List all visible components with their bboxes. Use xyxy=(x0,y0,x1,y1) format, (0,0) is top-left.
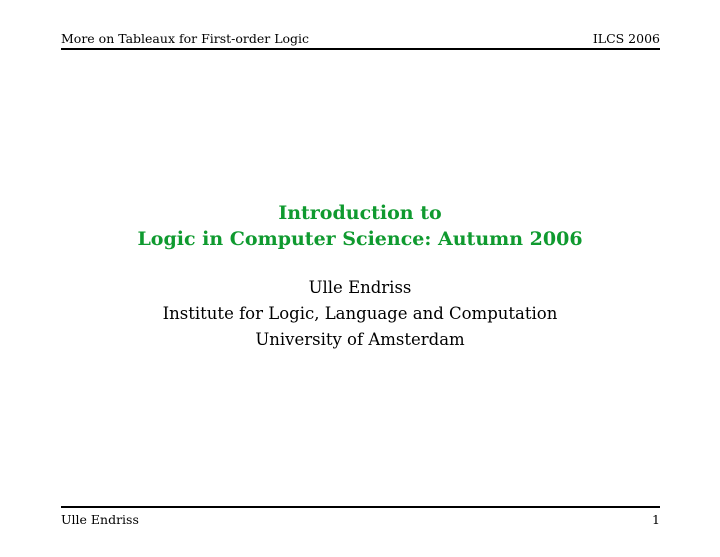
header-rule xyxy=(61,48,660,50)
header-topic: More on Tableaux for First-order Logic xyxy=(61,31,310,46)
title-line-1: Introduction to xyxy=(278,202,442,224)
footer-author: Ulle Endriss xyxy=(61,512,139,527)
title-line-2: Logic in Computer Science: Autumn 2006 xyxy=(137,228,583,250)
slide-footer xyxy=(61,511,660,529)
page-number: 1 xyxy=(652,512,660,527)
footer-rule xyxy=(61,506,660,508)
author-university: University of Amsterdam xyxy=(255,330,465,349)
author-institute: Institute for Logic, Language and Computation xyxy=(162,304,558,323)
author-name: Ulle Endriss xyxy=(308,278,412,297)
slide-header xyxy=(61,30,660,48)
header-course: ILCS 2006 xyxy=(592,31,660,46)
slide-title xyxy=(0,200,720,252)
author-info xyxy=(0,275,720,353)
